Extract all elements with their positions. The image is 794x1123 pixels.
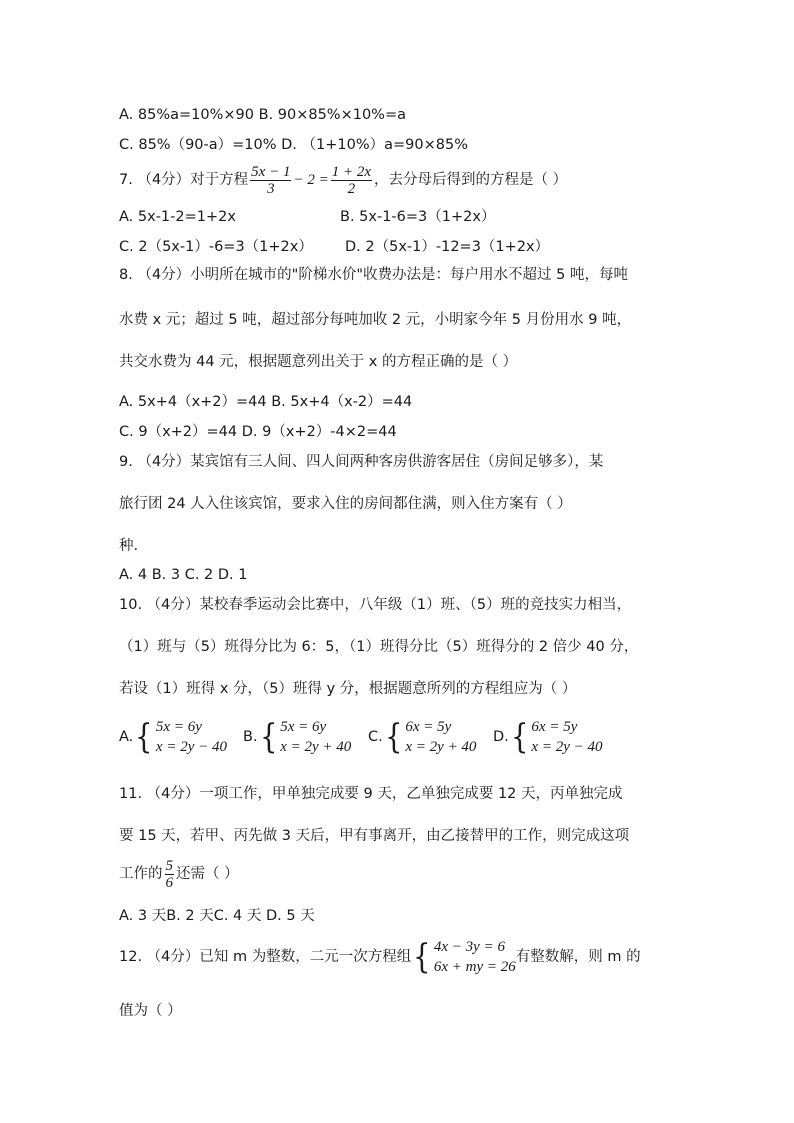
q6-options-cd: C. 85%（90-a）=10% D. （1+10%）a=90×85%	[119, 137, 468, 153]
q12-eq1: 4x − 3y = 6	[433, 939, 505, 955]
q11-stem-line-1: 11. （4分）一项工作，甲单独完成要 9 天，乙单独完成要 12 天，丙单独完成	[119, 786, 623, 802]
q7-option-d: D. 2（5x-1）-12=3（1+2x）	[345, 239, 550, 255]
q10-option-a-label: A.	[119, 729, 134, 745]
q7-frac1-denominator: 3	[267, 180, 275, 197]
q7-option-a: A. 5x-1-2=1+2x	[119, 209, 236, 225]
q10-option-b-eq2: x = 2y + 40	[280, 739, 352, 755]
q8-stem-line-3: 共交水费为 44 元，根据题意列出关于 x 的方程正确的是（ ）	[119, 354, 518, 370]
brace-icon: {	[413, 937, 431, 977]
q7-stem	[119, 163, 567, 197]
q10-option-d-eq1: 6x = 5y	[531, 719, 578, 735]
q10-option-c-eq2: x = 2y + 40	[405, 739, 477, 755]
q12-line-1-prefix: 12. （4分）已知 m 为整数，二元一次方程组	[119, 949, 412, 965]
q10-option-c	[368, 717, 476, 757]
q8-options-ab: A. 5x+4（x+2）=44 B. 5x+4（x-2）=44	[119, 394, 413, 410]
q12-stem-line-2: 值为（ ）	[119, 1003, 182, 1019]
q10-option-d	[493, 717, 602, 757]
q10-stem-line-2: （1）班与（5）班得分比为 6：5，（1）班得分比（5）班得分的 2 倍少 40 分，	[119, 639, 639, 655]
brace-icon: {	[510, 717, 529, 757]
q10-option-c-label: C.	[368, 729, 383, 745]
q10-stem-line-1: 10. （4分）某校春季运动会比赛中，八年级（1）班、（5）班的竞技实力相当，	[119, 597, 632, 613]
q7-stem-suffix: ，去分母后得到的方程是（ ）	[373, 172, 568, 188]
q8-stem-line-2: 水费 x 元；超过 5 吨，超过部分每吨加收 2 元，小明家今年 5 月份用水 9 吨，	[119, 312, 632, 328]
q9-stem-line-2: 旅行团 24 人入住该宾馆，要求入住的房间都住满，则入住方案有（ ）	[119, 496, 572, 512]
q9-options: A. 4 B. 3 C. 2 D. 1	[119, 567, 248, 583]
q7-fraction-right	[331, 164, 372, 197]
q7-option-b: B. 5x-1-6=3（1+2x）	[340, 209, 496, 225]
q10-option-d-eq2: x = 2y − 40	[531, 739, 603, 755]
q7-stem-prefix: 7. （4分）对于方程	[119, 172, 249, 188]
q9-stem-line-1: 9. （4分）某宾馆有三人间、四人间两种客房供游客居住（房间足够多），某	[119, 454, 604, 470]
q10-option-b-eq1: 5x = 6y	[280, 719, 327, 735]
q6-options-ab: A. 85%a=10%×90 B. 90×85%×10%=a	[119, 107, 406, 123]
q10-option-a-eq2: x = 2y − 40	[155, 739, 227, 755]
q10-option-a	[119, 717, 227, 757]
q7-frac1-numerator: 5x − 1	[251, 163, 291, 180]
q7-middle-expression: − 2 =	[293, 172, 329, 188]
q10-option-c-eq1: 6x = 5y	[405, 719, 452, 735]
q11-stem-line-2: 要 15 天，若甲、丙先做 3 天后，甲有事离开，由乙接替甲的工作，则完成这项	[119, 828, 630, 844]
q10-option-b-label: B.	[243, 729, 258, 745]
q10-option-d-label: D.	[493, 729, 509, 745]
q11-fraction	[165, 858, 175, 891]
q12-eq2: 6x + my = 26	[433, 959, 516, 975]
q11-frac-numerator: 5	[165, 857, 173, 874]
brace-icon: {	[384, 717, 403, 757]
q12-stem-line-1	[119, 937, 641, 977]
q11-options: A. 3 天B. 2 天C. 4 天 D. 5 天	[119, 908, 315, 924]
q11-line-3-suffix: 还需（ ）	[176, 866, 239, 882]
q9-stem-line-3: 种.	[119, 538, 139, 554]
q8-options-cd: C. 9（x+2）=44 D. 9（x+2）-4×2=44	[119, 424, 397, 440]
q10-stem-line-3: 若设（1）班得 x 分，（5）班得 y 分，根据题意所列的方程组应为（ ）	[119, 681, 577, 697]
q11-stem-line-3	[119, 857, 239, 891]
q7-frac2-denominator: 2	[347, 180, 356, 197]
q7-fraction-left	[250, 164, 291, 197]
q12-line-1-suffix: 有整数解，则 m 的	[515, 949, 641, 965]
q11-line-3-prefix: 工作的	[119, 866, 163, 882]
q10-option-a-eq1: 5x = 6y	[155, 719, 202, 735]
q8-stem-line-1: 8. （4分）小明所在城市的"阶梯水价"收费办法是：每户用水不超过 5 吨，每吨	[119, 267, 628, 283]
q7-frac2-numerator: 1 + 2x	[331, 163, 371, 180]
q11-frac-denominator: 6	[165, 874, 173, 891]
q10-option-b	[243, 717, 351, 757]
brace-icon: {	[135, 717, 153, 757]
q7-option-c: C. 2（5x-1）-6=3（1+2x）	[119, 239, 313, 255]
brace-icon: {	[259, 717, 278, 757]
